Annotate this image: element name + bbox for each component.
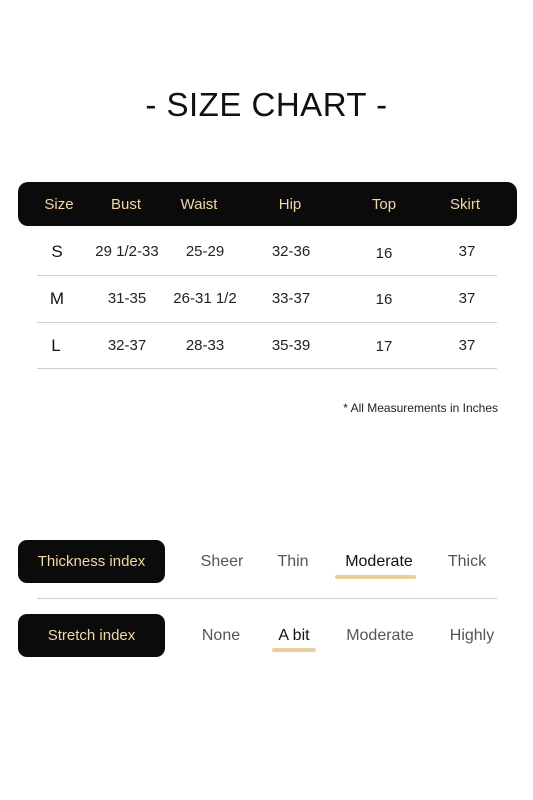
stretch-selected-underline [272, 648, 316, 652]
thickness-option-thin: Thin [277, 553, 309, 570]
thickness-index-label: Thickness index [18, 540, 165, 583]
table-header-bar [18, 182, 517, 226]
table-row-l-hip: 35-39 [271, 337, 311, 354]
row-divider [37, 275, 497, 276]
table-row-s-top: 16 [375, 245, 393, 262]
stretch-index-label: Stretch index [18, 614, 165, 657]
table-row-l-skirt: 37 [458, 337, 476, 354]
thickness-option-moderate: Moderate [345, 553, 413, 570]
header-bust: Bust [110, 196, 142, 213]
header-waist: Waist [180, 196, 218, 213]
thickness-option-thick: Thick [447, 553, 487, 570]
measurement-note: * All Measurements in Inches [343, 401, 498, 415]
table-row-m-bust: 31-35 [107, 290, 147, 307]
table-row-m-hip: 33-37 [271, 290, 311, 307]
table-row-s-size: S [51, 242, 63, 261]
page-title: - SIZE CHART - [145, 86, 388, 123]
header-size: Size [44, 196, 74, 213]
header-hip: Hip [278, 196, 302, 213]
table-row-s-skirt: 37 [458, 243, 476, 260]
row-divider [37, 368, 497, 369]
table-row-m-size: M [49, 289, 65, 308]
table-row-m-top: 16 [375, 291, 393, 308]
table-row-s-waist: 25-29 [185, 243, 225, 260]
section-divider [37, 598, 497, 599]
table-row-s-hip: 32-36 [271, 243, 311, 260]
table-row-s-bust: 29 1/2-33 [95, 243, 159, 260]
table-row-l-bust: 32-37 [107, 337, 147, 354]
table-row-l-size: L [51, 336, 61, 355]
table-row-m-skirt: 37 [458, 290, 476, 307]
header-top: Top [371, 196, 397, 213]
stretch-option-highly: Highly [449, 627, 495, 644]
stretch-option-none: None [201, 627, 241, 644]
row-divider [37, 322, 497, 323]
table-row-l-waist: 28-33 [185, 337, 225, 354]
thickness-selected-underline [335, 575, 416, 579]
stretch-option-a-bit: A bit [278, 627, 310, 644]
table-row-m-waist: 26-31 1/2 [173, 290, 237, 307]
table-row-l-top: 17 [375, 338, 393, 355]
header-skirt: Skirt [450, 196, 480, 213]
stretch-option-moderate: Moderate [346, 627, 414, 644]
thickness-option-sheer: Sheer [200, 553, 244, 570]
